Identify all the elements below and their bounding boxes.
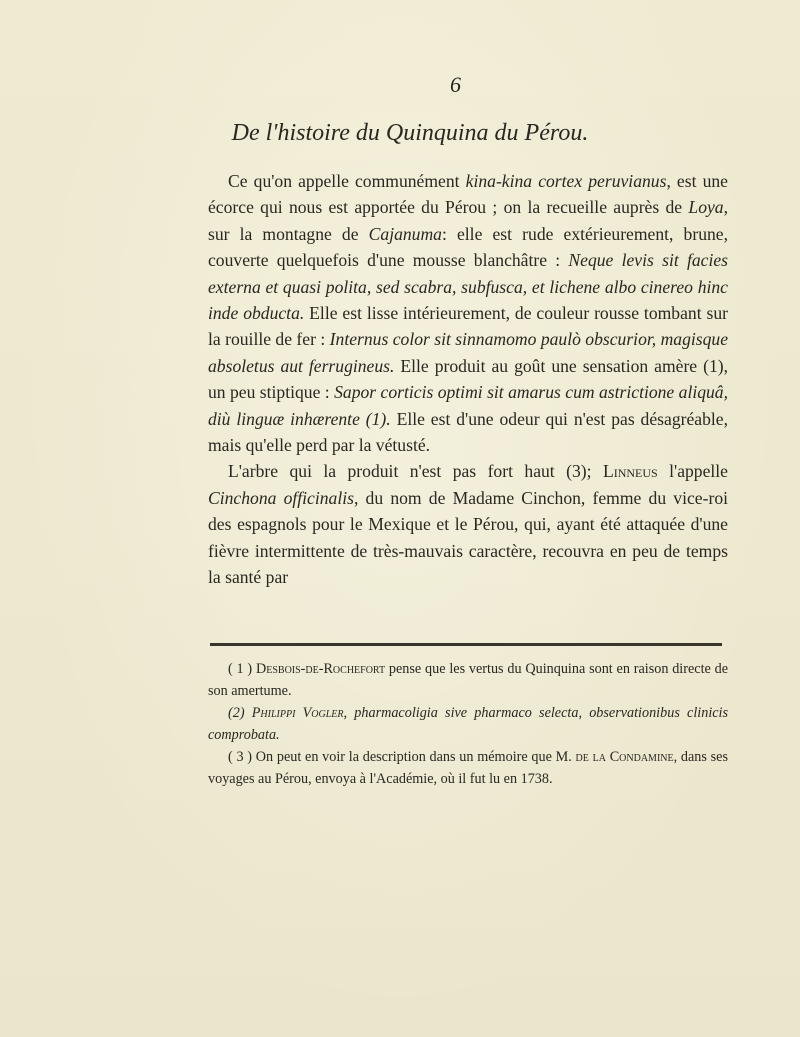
section-title: De l'histoire du Quinquina du Pérou. (231, 120, 589, 146)
latin-name: kina-kina cortex peruvianus (465, 171, 667, 191)
place-name: Loya (688, 197, 724, 218)
paragraph-description: Ce qu'on appelle communément kina-kina cortex peruvianus, est une écorce qui nous est apportée du Pérou ; on la recueille auprès de Loya, sur la montagne de Cajanuma: elle est rude extérieurement, brune, couverte quelquefois d'une mousse blanchâtre : Neque levis sit facies externa et quasi polita, sed scabra, subfusca, et lichene albo cinereo hinc inde obducta. Elle est lisse intérieurement, de couleur rousse tombant sur la rouille de fer : Internus color sit sinnamomo paulò obscurior, magisque absoletus aut ferrugineus. Elle produit au goût une sensation amère (1), un peu stiptique : Sapor corticis optimi sit amarus cum astrictione aliquâ, diù linguæ inhærente (1). Elle est d'une odeur qui n'est pas désagréable, mais qu'elle perd par la vétusté. (208, 171, 729, 456)
latin-name: Cinchona officinalis (208, 487, 354, 508)
page-number: 6 (450, 72, 462, 97)
footnote-1: ( 1 ) Desbois-de-Rochefort pense que les vertus du Quinquina sont en raison directe de son amertume. (208, 661, 729, 699)
main-text (208, 168, 728, 591)
place-name: Cajanuma (368, 223, 442, 244)
latin-quote: Internus color sit sinnamomo paulò obscurior, magisque absoletus aut ferrugineus. (208, 329, 729, 376)
author-name: Philippi Vogler (251, 705, 344, 721)
latin-quote: Sapor corticis optimi sit amarus cum astrictione aliquâ, diù linguæ inhærente (1). (208, 382, 729, 429)
footnotes (208, 658, 728, 790)
author-name: de la Condamine (575, 749, 674, 765)
author-name: Linneus (602, 461, 658, 482)
footnote-2: (2) Philippi Vogler, pharmacoligia sive pharmaco selecta, observationibus clinicis comprobata. (208, 705, 729, 743)
footnote-divider (210, 643, 722, 646)
footnote-3: ( 3 ) On peut en voir la description dans un mémoire que M. de la Condamine, dans ses voyages au Pérou, envoya à l'Académie, où il fut lu en 1738. (208, 749, 728, 787)
paragraph-tree: L'arbre qui la produit n'est pas fort haut (3); Linneus l'appelle Cinchona officinalis, du nom de Madame Cinchon, femme du vice-roi des espagnols pour le Mexique et le Pérou, qui, ayant été attaquée d'une fièvre intermittente de très-mauvais caractère, recouvra en peu de temps la santé par (208, 461, 729, 588)
latin-quote: Neque levis sit facies externa et quasi polita, sed scabra, subfusca, et lichene albo cinereo hinc inde obducta. (208, 250, 729, 324)
author-name: Desbois-de-Rochefort (255, 661, 386, 677)
